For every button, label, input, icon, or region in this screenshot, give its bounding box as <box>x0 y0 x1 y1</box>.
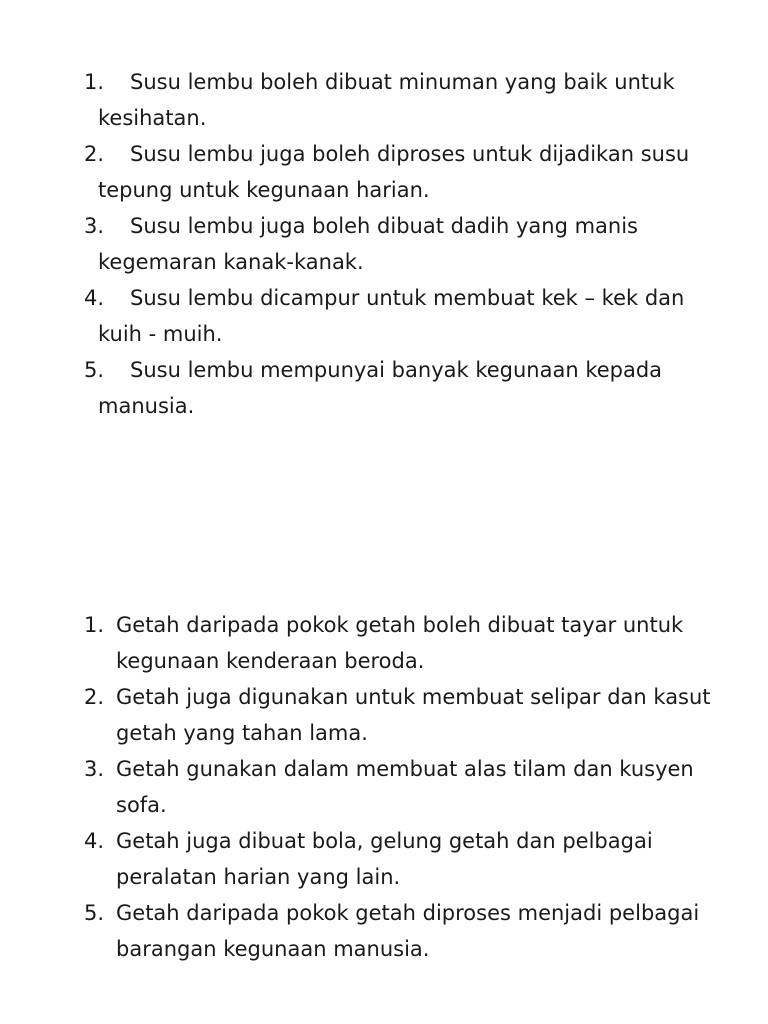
cow-milk-list <box>84 64 724 424</box>
rubber-list <box>84 607 724 967</box>
item-number: 5. <box>84 901 105 925</box>
item-text-line-1: Susu lembu juga boleh diproses untuk dijadikan susu <box>130 142 690 166</box>
item-number: 4. <box>84 286 105 310</box>
list-item <box>84 352 724 424</box>
list-item <box>84 136 724 208</box>
item-text-line-2: peralatan harian yang lain. <box>116 865 401 889</box>
item-text-line-2: kesihatan. <box>98 106 207 130</box>
item-text-line-2: manusia. <box>98 394 195 418</box>
item-text-line-2: kegemaran kanak-kanak. <box>98 250 364 274</box>
list-item <box>84 64 724 136</box>
list-item <box>84 280 724 352</box>
list-item <box>84 823 724 895</box>
item-text-line-1: Getah daripada pokok getah diproses menjadi pelbagai <box>116 901 700 925</box>
item-text-line-2: getah yang tahan lama. <box>116 721 368 745</box>
list-item <box>84 751 724 823</box>
item-text-line-1: Susu lembu dicampur untuk membuat kek – kek dan <box>130 286 685 310</box>
item-text-line-1: Getah juga digunakan untuk membuat selipar dan kasut <box>116 685 711 709</box>
item-text-line-1: Getah juga dibuat bola, gelung getah dan pelbagai <box>116 829 653 853</box>
item-text-line-2: kuih - muih. <box>98 322 223 346</box>
item-text-line-1: Susu lembu boleh dibuat minuman yang baik untuk <box>130 70 675 94</box>
list-item <box>84 607 724 679</box>
list-item <box>84 895 724 967</box>
item-text-line-2: sofa. <box>116 793 167 817</box>
item-text-line-2: tepung untuk kegunaan harian. <box>98 178 430 202</box>
item-text-line-1: Getah gunakan dalam membuat alas tilam dan kusyen <box>116 757 694 781</box>
item-number: 1. <box>84 70 105 94</box>
item-number: 3. <box>84 757 105 781</box>
item-number: 2. <box>84 142 105 166</box>
list-item <box>84 208 724 280</box>
item-text-line-1: Susu lembu mempunyai banyak kegunaan kepada <box>130 358 663 382</box>
item-text-line-2: kegunaan kenderaan beroda. <box>116 649 425 673</box>
item-number: 5. <box>84 358 105 382</box>
item-text-line-2: barangan kegunaan manusia. <box>116 937 430 961</box>
list-item <box>84 679 724 751</box>
item-text-line-1: Susu lembu juga boleh dibuat dadih yang manis <box>130 214 638 238</box>
item-number: 4. <box>84 829 105 853</box>
item-number: 1. <box>84 613 105 637</box>
item-number: 2. <box>84 685 105 709</box>
item-number: 3. <box>84 214 105 238</box>
item-text-line-1: Getah daripada pokok getah boleh dibuat tayar untuk <box>116 613 684 637</box>
